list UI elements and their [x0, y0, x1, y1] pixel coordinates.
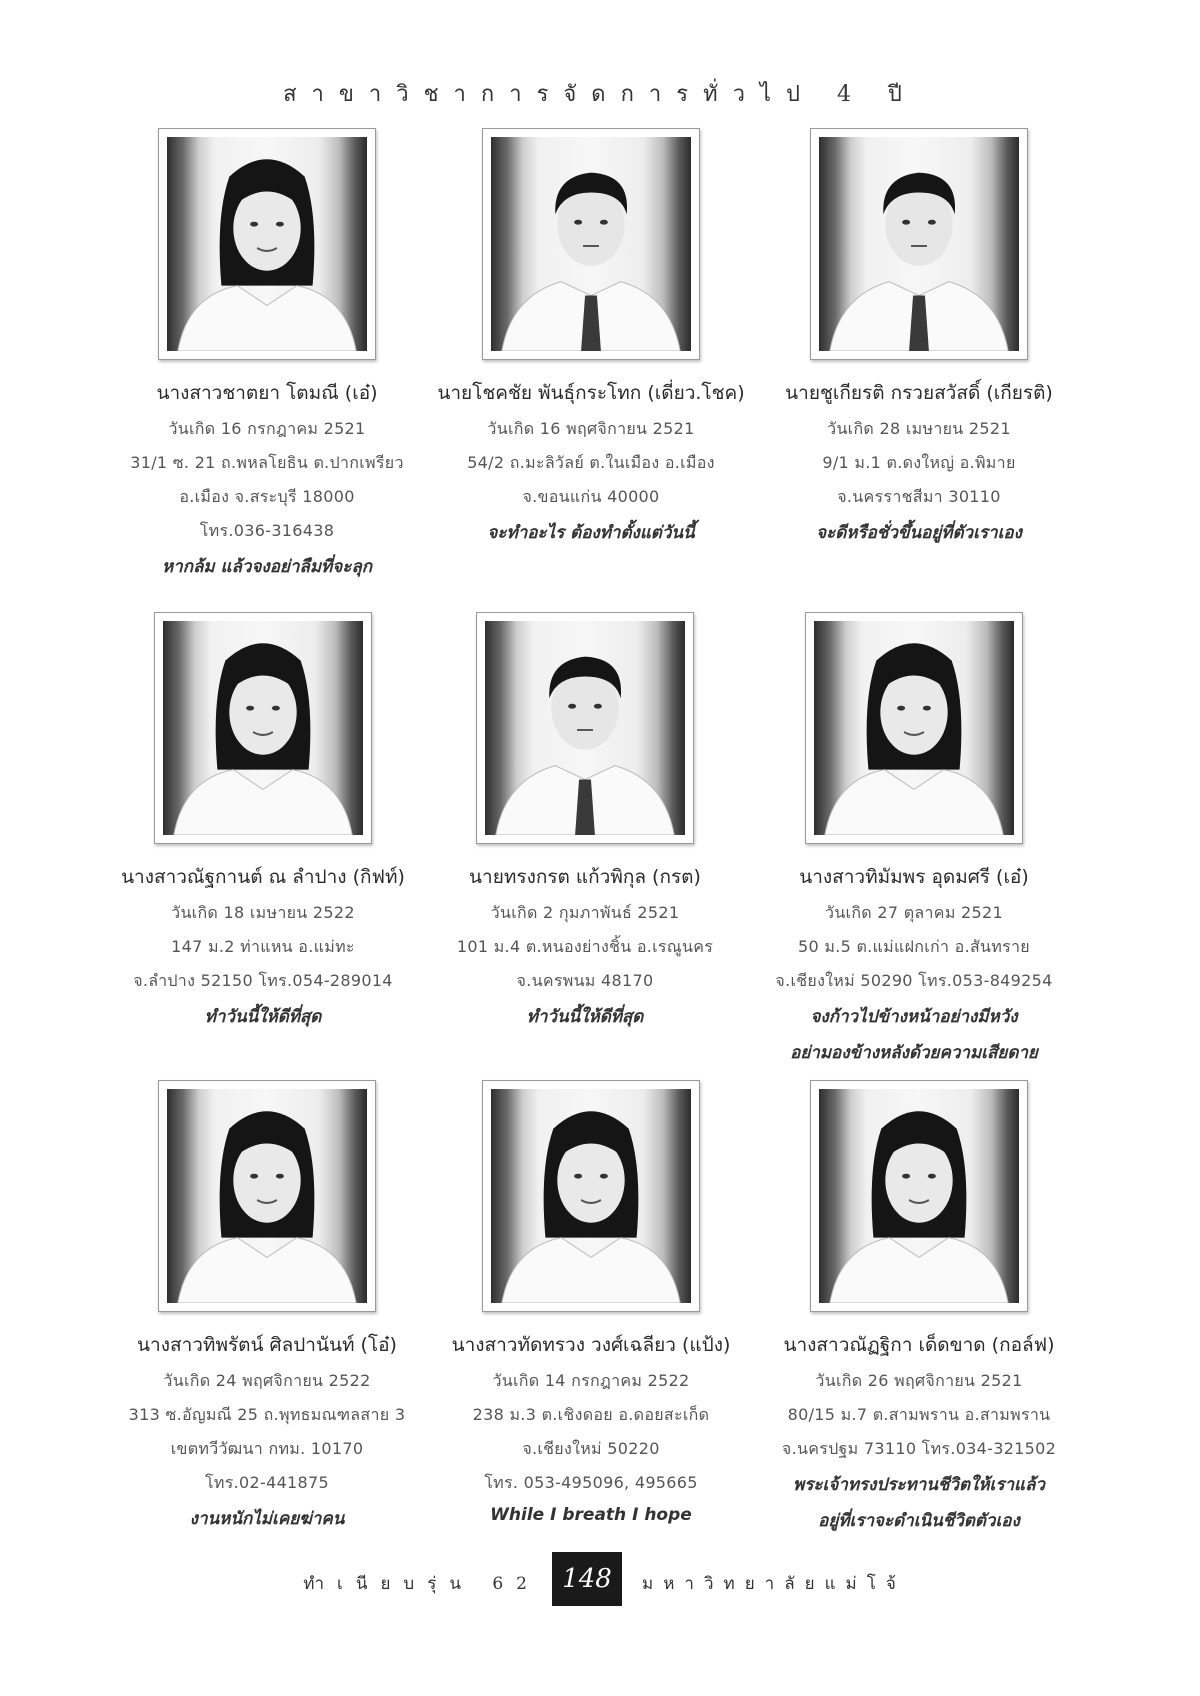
- portrait-image: [485, 621, 685, 835]
- member-photo: [154, 612, 372, 844]
- member-name: นายโชคชัย พันธุ์กระโทก (เดี่ยว.โชค): [437, 382, 745, 404]
- footer-university-label: มหาวิทยาลัยแม่โจ้: [642, 1574, 906, 1594]
- member-photo: [482, 1080, 700, 1312]
- page-number: 148: [552, 1552, 622, 1606]
- member-name: นางสาวทัดทรวง วงศ์เฉลียว (แป้ง): [451, 1334, 731, 1356]
- member-card-7: [87, 1080, 447, 1532]
- member-card-8: [411, 1080, 771, 1525]
- member-name: นางสาวณัฐกานต์ ณ ลำปาง (กิฟท์): [121, 866, 405, 888]
- member-birthday: วันเกิด 2 กุมภาพันธ์ 2521: [490, 903, 680, 922]
- member-phone: โทร. 053-495096, 495665: [484, 1473, 698, 1492]
- member-birthday: วันเกิด 28 เมษายน 2521: [827, 419, 1011, 438]
- portrait-image: [491, 137, 691, 351]
- page-footer: [0, 1552, 1200, 1608]
- member-photo: [158, 128, 376, 360]
- member-motto: จะดีหรือชั่วขึ้นอยู่ที่ตัวเราเอง: [816, 523, 1022, 543]
- portrait-image: [167, 137, 367, 351]
- member-photo: [158, 1080, 376, 1312]
- member-motto: หากล้ม แล้วจงอย่าลืมที่จะลุก: [161, 557, 373, 577]
- member-motto: งานหนักไม่เคยฆ่าคน: [189, 1509, 345, 1529]
- member-address: 50 ม.5 ต.แม่แฝกเก่า อ.สันทราย: [798, 937, 1030, 956]
- member-address: จ.นครพนม 48170: [516, 971, 654, 990]
- member-birthday: วันเกิด 14 กรกฎาคม 2522: [492, 1371, 690, 1390]
- member-address: 9/1 ม.1 ต.ดงใหญ่ อ.พิมาย: [822, 453, 1016, 472]
- member-phone: โทร.036-316438: [199, 521, 335, 540]
- portrait-image: [167, 1089, 367, 1303]
- member-address: จ.ขอนแก่น 40000: [522, 487, 660, 506]
- member-address: เขตทวีวัฒนา กทม. 10170: [170, 1439, 364, 1458]
- member-card-6: [734, 612, 1094, 1066]
- footer-yearbook-label: ทำเนียบรุ่น 62: [303, 1574, 540, 1594]
- member-name: นางสาวทิมัมพร อุดมศรี (เอ๋): [799, 866, 1029, 888]
- member-motto: อยู่ที่เราจะดำเนินชีวิตตัวเอง: [818, 1511, 1020, 1531]
- portrait-image: [819, 1089, 1019, 1303]
- portrait-image: [814, 621, 1014, 835]
- member-photo: [476, 612, 694, 844]
- member-address: จ.เชียงใหม่ 50290 โทร.053-849254: [775, 971, 1053, 990]
- member-motto: While I breath I hope: [490, 1505, 692, 1525]
- member-name: นางสาวณัฏฐิกา เด็ดขาด (กอล์ฟ): [783, 1334, 1055, 1356]
- member-card-5: [405, 612, 765, 1030]
- member-birthday: วันเกิด 16 กรกฎาคม 2521: [168, 419, 366, 438]
- member-photo: [810, 1080, 1028, 1312]
- member-motto: จะทำอะไร ต้องทำตั้งแต่วันนี้: [487, 523, 695, 543]
- member-card-1: [87, 128, 447, 580]
- portrait-image: [163, 621, 363, 835]
- member-card-9: [739, 1080, 1099, 1534]
- portrait-image: [819, 137, 1019, 351]
- member-address: จ.ลำปาง 52150 โทร.054-289014: [133, 971, 393, 990]
- member-motto: อย่ามองข้างหลังด้วยความเสียดาย: [790, 1043, 1038, 1063]
- member-address: 238 ม.3 ต.เชิงดอย อ.ดอยสะเก็ด: [472, 1405, 710, 1424]
- member-birthday: วันเกิด 26 พฤศจิกายน 2521: [815, 1371, 1023, 1390]
- page-title: สาขาวิชาการจัดการทั่วไป 4 ปี: [283, 82, 917, 107]
- member-address: จ.นครราชสีมา 30110: [837, 487, 1001, 506]
- member-birthday: วันเกิด 16 พฤศจิกายน 2521: [487, 419, 695, 438]
- member-address: 147 ม.2 ท่าแหน อ.แม่ทะ: [171, 937, 355, 956]
- member-address: จ.เชียงใหม่ 50220: [522, 1439, 660, 1458]
- member-address: จ.นครปฐม 73110 โทร.034-321502: [781, 1439, 1057, 1458]
- member-name: นายชูเกียรติ กรวยสวัสดิ์ (เกียรติ): [785, 382, 1053, 404]
- member-photo: [805, 612, 1023, 844]
- member-name: นางสาวทิพรัตน์ ศิลปานันท์ (โอ๋): [137, 1334, 397, 1356]
- member-address: 313 ซ.อัญมณี 25 ถ.พุทธมณฑลสาย 3: [128, 1405, 406, 1424]
- member-birthday: วันเกิด 18 เมษายน 2522: [171, 903, 355, 922]
- member-address: 54/2 ถ.มะลิวัลย์ ต.ในเมือง อ.เมือง: [467, 453, 715, 472]
- member-photo: [482, 128, 700, 360]
- portrait-image: [491, 1089, 691, 1303]
- member-address: 101 ม.4 ต.หนองย่างชิ้น อ.เรณูนคร: [456, 937, 714, 956]
- member-motto: พระเจ้าทรงประทานชีวิตให้เราแล้ว: [793, 1475, 1045, 1495]
- member-address: อ.เมือง จ.สระบุรี 18000: [179, 487, 355, 506]
- member-address: 31/1 ซ. 21 ถ.พหลโยธิน ต.ปากเพรียว: [130, 453, 404, 472]
- member-card-2: [411, 128, 771, 546]
- member-phone: โทร.02-441875: [205, 1473, 329, 1492]
- member-birthday: วันเกิด 24 พฤศจิกายน 2522: [163, 1371, 371, 1390]
- member-name: นางสาวชาตยา โตมณี (เอ๋): [156, 382, 378, 404]
- member-photo: [810, 128, 1028, 360]
- member-motto: จงก้าวไปข้างหน้าอย่างมีหวัง: [810, 1007, 1018, 1027]
- member-name: นายทรงกรต แก้วพิกุล (กรต): [469, 866, 701, 888]
- member-motto: ทำวันนี้ให้ดีที่สุด: [204, 1007, 322, 1027]
- member-address: 80/15 ม.7 ต.สามพราน อ.สามพราน: [787, 1405, 1051, 1424]
- member-card-4: [83, 612, 443, 1030]
- member-motto: ทำวันนี้ให้ดีที่สุด: [526, 1007, 644, 1027]
- member-birthday: วันเกิด 27 ตุลาคม 2521: [825, 903, 1003, 922]
- member-card-3: [739, 128, 1099, 546]
